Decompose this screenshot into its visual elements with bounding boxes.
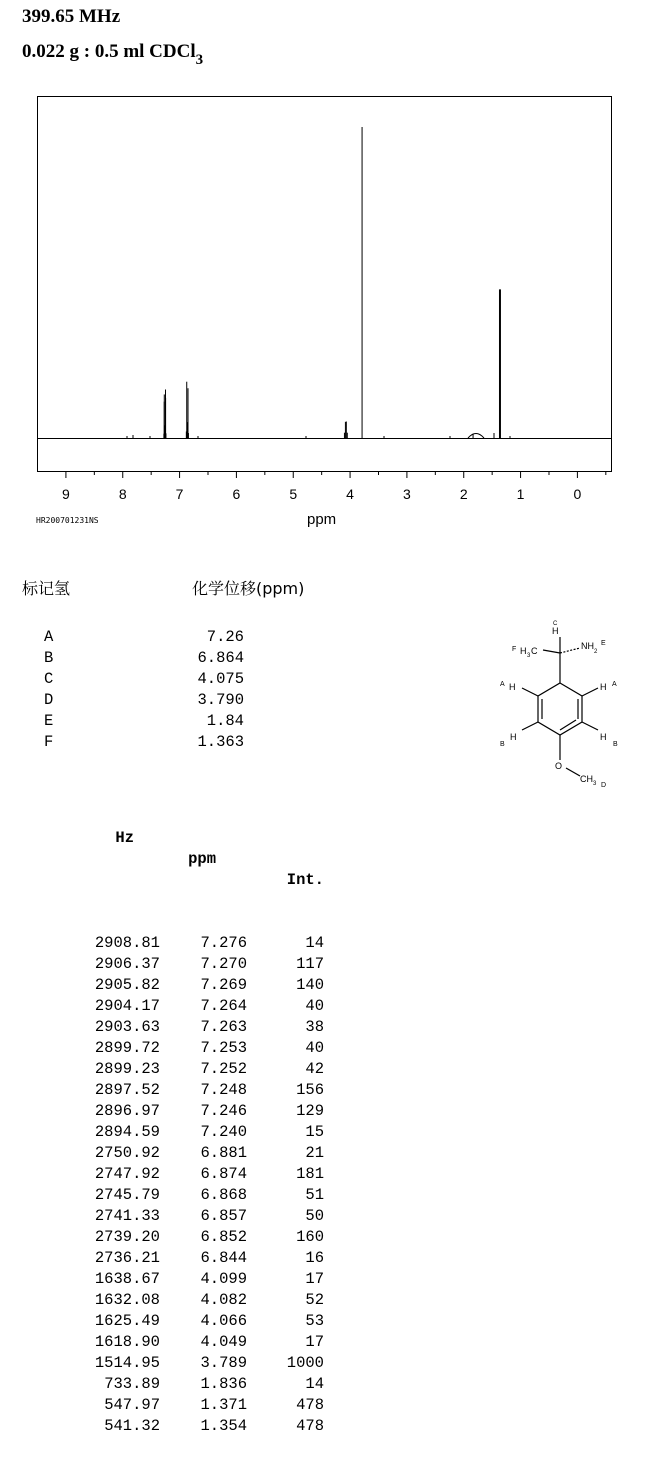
hz-cell: 2904.17 <box>94 997 160 1015</box>
assignment-shift: 1.363 <box>197 733 244 751</box>
x-tick-label: 5 <box>289 486 298 502</box>
sample-id: HR200701231NS <box>36 516 99 525</box>
hz-cell: 2747.92 <box>94 1165 160 1183</box>
ppm-cell: 4.066 <box>200 1312 247 1330</box>
hz-cell: 2739.20 <box>94 1228 160 1246</box>
ppm-cell: 1.354 <box>200 1417 247 1435</box>
table-row <box>74 1290 334 1311</box>
h-c-tag: C <box>553 621 558 627</box>
int-cell: 15 <box>305 1123 324 1141</box>
ppm-cell: 7.246 <box>200 1102 247 1120</box>
bond-amine-hashed <box>560 648 580 653</box>
int-cell: 14 <box>305 934 324 952</box>
x-tick-label: 9 <box>62 486 70 502</box>
ppm-cell: 7.269 <box>200 976 247 994</box>
sample-subscript: 3 <box>195 52 204 68</box>
ppm-cell: 6.857 <box>200 1207 247 1225</box>
ppm-cell: 7.276 <box>200 934 247 952</box>
x-tick-label: 0 <box>573 486 582 502</box>
ppm-cell: 4.049 <box>200 1333 247 1351</box>
methyl-h: H <box>520 646 527 656</box>
int-cell: 42 <box>305 1060 324 1078</box>
x-tick-label: 6 <box>232 486 241 502</box>
table-row <box>74 1059 334 1080</box>
int-cell: 160 <box>296 1228 324 1246</box>
hz-cell: 1618.90 <box>94 1333 160 1351</box>
ppm-header: ppm <box>188 850 216 868</box>
table-row <box>74 1395 334 1416</box>
int-cell: 478 <box>296 1396 324 1414</box>
hz-cell: 541.32 <box>104 1417 160 1435</box>
hz-cell: 1625.49 <box>94 1312 160 1330</box>
benzene-ring <box>538 683 582 735</box>
amine-nh: NH <box>581 641 594 651</box>
x-tick-label: 1 <box>516 486 525 502</box>
ppm-cell: 6.852 <box>200 1228 247 1246</box>
int-cell: 17 <box>305 1333 324 1351</box>
int-header: Int. <box>286 871 324 889</box>
hz-cell: 2908.81 <box>94 934 160 952</box>
hz-cell: 2750.92 <box>94 1144 160 1162</box>
int-cell: 14 <box>305 1375 324 1393</box>
assignment-shift: 3.790 <box>197 691 244 709</box>
hz-cell: 2896.97 <box>94 1102 160 1120</box>
int-cell: 129 <box>296 1102 324 1120</box>
table-row <box>74 1374 334 1395</box>
hz-cell: 2899.72 <box>94 1039 160 1057</box>
ppm-cell: 7.252 <box>200 1060 247 1078</box>
ppm-cell: 1.836 <box>200 1375 247 1393</box>
hz-cell: 2894.59 <box>94 1123 160 1141</box>
table-row <box>74 1353 334 1374</box>
bond-h <box>582 722 598 730</box>
bond-h <box>582 688 598 696</box>
int-cell: 53 <box>305 1312 324 1330</box>
table-row <box>74 975 334 996</box>
bond-oxygen-methyl <box>566 768 580 776</box>
int-cell: 40 <box>305 997 324 1015</box>
assignment-label: E <box>44 712 54 730</box>
hz-cell: 1514.95 <box>94 1354 160 1372</box>
ppm-cell: 7.263 <box>200 1018 247 1036</box>
bond-h <box>522 688 538 696</box>
ppm-cell: 6.868 <box>200 1186 247 1204</box>
sample-text: 0.022 g : 0.5 ml CDCl <box>22 41 196 62</box>
h-right-bot: H <box>600 732 607 742</box>
int-cell: 156 <box>296 1081 324 1099</box>
ppm-cell: 4.099 <box>200 1270 247 1288</box>
int-cell: 40 <box>305 1039 324 1057</box>
int-cell: 38 <box>305 1018 324 1036</box>
int-cell: 50 <box>305 1207 324 1225</box>
methoxy-sub: 3 <box>593 781 597 787</box>
h-left-bot-tag: B <box>500 741 505 748</box>
ppm-cell: 4.082 <box>200 1291 247 1309</box>
methyl-c: C <box>531 646 538 656</box>
assignment-label: C <box>44 670 54 688</box>
h-left-bot: H <box>510 732 517 742</box>
x-tick-label: 8 <box>118 486 127 502</box>
table-row <box>74 1416 334 1437</box>
int-cell: 17 <box>305 1270 324 1288</box>
table-row <box>74 1248 334 1269</box>
ppm-cell: 7.253 <box>200 1039 247 1057</box>
table-row <box>74 1038 334 1059</box>
spectrometer-frequency: 399.65 MHz <box>22 6 121 27</box>
table-row <box>74 1122 334 1143</box>
table-row <box>74 933 334 954</box>
h-right-top: H <box>600 682 607 692</box>
table-row <box>74 1227 334 1248</box>
assignment-label: B <box>44 649 54 667</box>
table-row <box>74 1185 334 1206</box>
ring-double-bond <box>560 720 576 730</box>
h-right-top-tag: A <box>612 681 617 688</box>
table-row <box>74 1332 334 1353</box>
label-column-header: 标记氢 <box>22 579 71 598</box>
table-row <box>74 996 334 1017</box>
ppm-cell: 7.248 <box>200 1081 247 1099</box>
x-tick-label: 2 <box>459 486 468 502</box>
oxygen: O <box>555 761 563 771</box>
d-tag: D <box>601 782 607 789</box>
table-row <box>74 1101 334 1122</box>
table-row <box>74 1017 334 1038</box>
shift-column-header: 化学位移(ppm) <box>192 579 305 598</box>
table-row <box>74 1269 334 1290</box>
int-cell: 140 <box>296 976 324 994</box>
methyl-sub: 3 <box>527 653 531 659</box>
x-tick-label: 7 <box>175 486 184 502</box>
int-cell: 1000 <box>286 1354 324 1372</box>
int-cell: 51 <box>305 1186 324 1204</box>
table-row <box>74 1164 334 1185</box>
assignment-shift: 1.84 <box>206 712 244 730</box>
int-cell: 52 <box>305 1291 324 1309</box>
e-tag: E <box>601 640 606 647</box>
ppm-cell: 6.874 <box>200 1165 247 1183</box>
h-left-top-tag: A <box>500 681 505 688</box>
hz-cell: 547.97 <box>104 1396 160 1414</box>
table-row <box>74 1080 334 1101</box>
peak-table <box>74 765 334 1458</box>
ppm-cell: 6.881 <box>200 1144 247 1162</box>
assignment-shift: 6.864 <box>197 649 244 667</box>
hz-cell: 2745.79 <box>94 1186 160 1204</box>
assignment-label: F <box>44 733 54 751</box>
x-tick-label: 4 <box>346 486 354 502</box>
table-row <box>74 1143 334 1164</box>
table-row <box>74 1311 334 1332</box>
hz-header: Hz <box>115 829 134 847</box>
hz-cell: 1632.08 <box>94 1291 160 1309</box>
hz-cell: 733.89 <box>104 1375 160 1393</box>
x-tick-label: 3 <box>403 486 411 502</box>
assignment-label: A <box>44 628 54 646</box>
h-left-top: H <box>509 682 516 692</box>
hz-cell: 1638.67 <box>94 1270 160 1288</box>
hz-cell: 2906.37 <box>94 955 160 973</box>
hz-cell: 2905.82 <box>94 976 160 994</box>
hz-cell: 2741.33 <box>94 1207 160 1225</box>
h-right-bot-tag: B <box>613 741 618 748</box>
table-row <box>74 1206 334 1227</box>
ppm-cell: 1.371 <box>200 1396 247 1414</box>
assignment-label: D <box>44 691 54 709</box>
assignment-shift: 4.075 <box>197 670 244 688</box>
hz-cell: 2899.23 <box>94 1060 160 1078</box>
amine-sub: 2 <box>594 649 598 655</box>
ppm-cell: 3.789 <box>200 1354 247 1372</box>
int-cell: 117 <box>296 955 324 973</box>
table-row <box>74 954 334 975</box>
hz-cell: 2903.63 <box>94 1018 160 1036</box>
ppm-cell: 7.240 <box>200 1123 247 1141</box>
ppm-cell: 6.844 <box>200 1249 247 1267</box>
int-cell: 16 <box>305 1249 324 1267</box>
methoxy-ch: CH <box>580 774 593 784</box>
ppm-cell: 7.264 <box>200 997 247 1015</box>
h-c: H <box>552 626 559 636</box>
bond-methyl <box>543 650 560 653</box>
int-cell: 478 <box>296 1417 324 1435</box>
bond-h <box>522 722 538 730</box>
int-cell: 181 <box>296 1165 324 1183</box>
hz-cell: 2897.52 <box>94 1081 160 1099</box>
f-tag: F <box>512 646 517 653</box>
assignment-shift: 7.26 <box>206 628 244 646</box>
hz-cell: 2736.21 <box>94 1249 160 1267</box>
ppm-cell: 7.270 <box>200 955 247 973</box>
int-cell: 21 <box>305 1144 324 1162</box>
x-axis-label: ppm <box>307 511 337 528</box>
